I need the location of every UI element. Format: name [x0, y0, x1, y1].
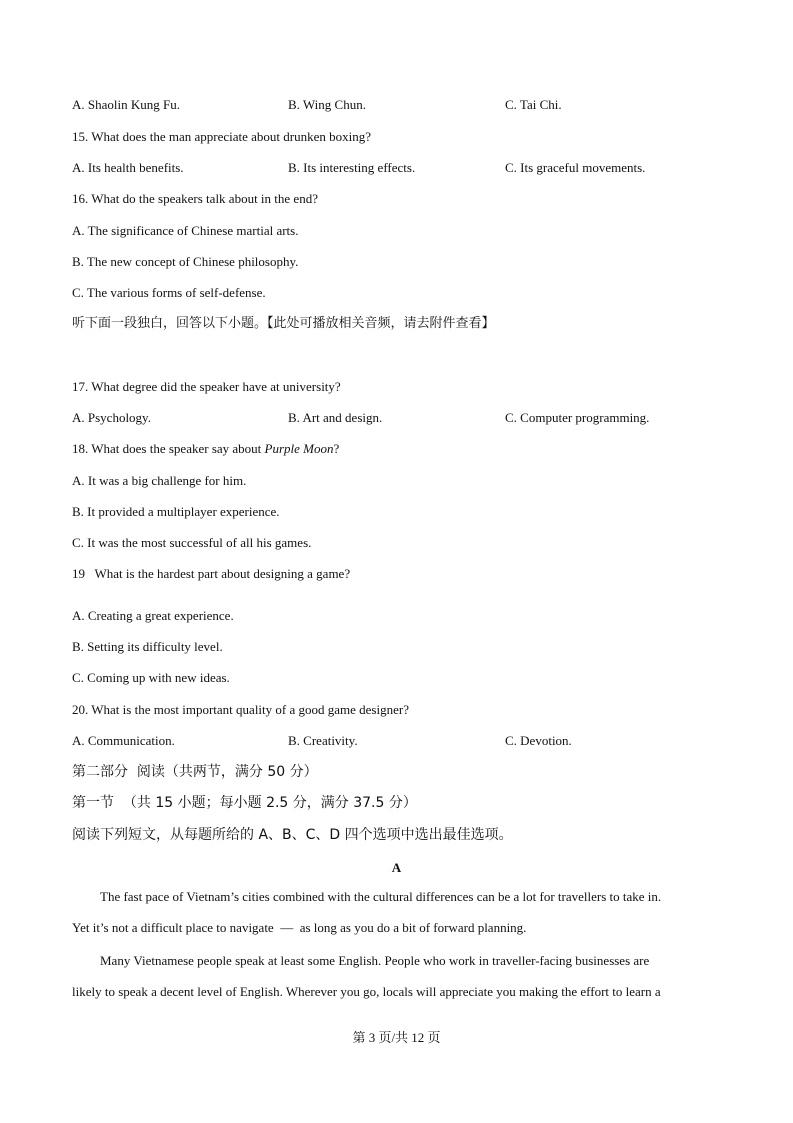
passage-line-4: likely to speak a decent level of English. Wherever you go, locals will appreciate you making the effort to learn a — [72, 984, 661, 999]
page-number: 第 3 页/共 12 页 — [352, 1030, 441, 1045]
q15-option-b: B. Its interesting effects. — [288, 160, 416, 175]
q18-question-suffix: ? — [333, 441, 340, 456]
passage-letter: A — [391, 860, 402, 875]
q18-question-title: Purple Moon — [264, 441, 334, 456]
q18-option-c: C. It was the most successful of all his games. — [72, 535, 312, 550]
section1-title: 第一节 （共 15 小题；每小题 2.5 分，满分 37.5 分） — [72, 795, 417, 811]
q17-option-a: A. Psychology. — [72, 410, 151, 425]
q18-option-b: B. It provided a multiplayer experience. — [72, 504, 280, 519]
q20-question: 20. What is the most important quality of a good game designer? — [72, 702, 409, 717]
q16-option-a: A. The significance of Chinese martial arts. — [72, 223, 299, 238]
q20-option-c: C. Devotion. — [505, 733, 572, 748]
q18-question-prefix: 18. What does the speaker say about — [72, 441, 265, 456]
q14-option-c: C. Tai Chi. — [505, 97, 562, 112]
q16-question: 16. What do the speakers talk about in the end? — [72, 191, 318, 206]
part2-title: 第二部分 阅读（共两节，满分 50 分） — [72, 764, 318, 780]
q14-option-b: B. Wing Chun. — [288, 97, 366, 112]
reading-instruction: 阅读下列短文，从每题所给的 A、B、C、D 四个选项中选出最佳选项。 — [72, 827, 513, 843]
passage-line-3: Many Vietnamese people speak at least some English. People who work in traveller-facing businesses are — [100, 953, 650, 968]
q15-option-c: C. Its graceful movements. — [505, 160, 646, 175]
q19-option-c: C. Coming up with new ideas. — [72, 670, 230, 685]
q19-option-a: A. Creating a great experience. — [72, 608, 234, 623]
q17-options — [72, 410, 732, 426]
q15-question: 15. What does the man appreciate about drunken boxing? — [72, 129, 372, 144]
q17-option-b: B. Art and design. — [288, 410, 383, 425]
q17-option-c: C. Computer programming. — [505, 410, 650, 425]
q14-options — [72, 97, 732, 113]
q18-question — [72, 441, 339, 457]
q15-option-a: A. Its health benefits. — [72, 160, 184, 175]
passage-line-2: Yet it’s not a difficult place to navigate — as long as you do a bit of forward planning. — [72, 920, 527, 935]
q16-option-b: B. The new concept of Chinese philosophy. — [72, 254, 299, 269]
q18-option-a: A. It was a big challenge for him. — [72, 473, 247, 488]
q20-options — [72, 733, 732, 749]
q19-option-b: B. Setting its difficulty level. — [72, 639, 223, 654]
monologue-instruction: 听下面一段独白，回答以下小题。【此处可播放相关音频，请去附件查看】 — [72, 316, 495, 331]
q17-question: 17. What degree did the speaker have at university? — [72, 379, 341, 394]
q20-option-a: A. Communication. — [72, 733, 175, 748]
q15-options — [72, 160, 732, 176]
q20-option-b: B. Creativity. — [288, 733, 358, 748]
q14-option-a: A. Shaolin Kung Fu. — [72, 97, 180, 112]
passage-line-1: The fast pace of Vietnam’s cities combined with the cultural differences can be a lot for travellers to take in. — [100, 889, 662, 904]
q16-option-c: C. The various forms of self-defense. — [72, 285, 266, 300]
q19-question: 19 What is the hardest part about designing a game? — [72, 566, 351, 581]
